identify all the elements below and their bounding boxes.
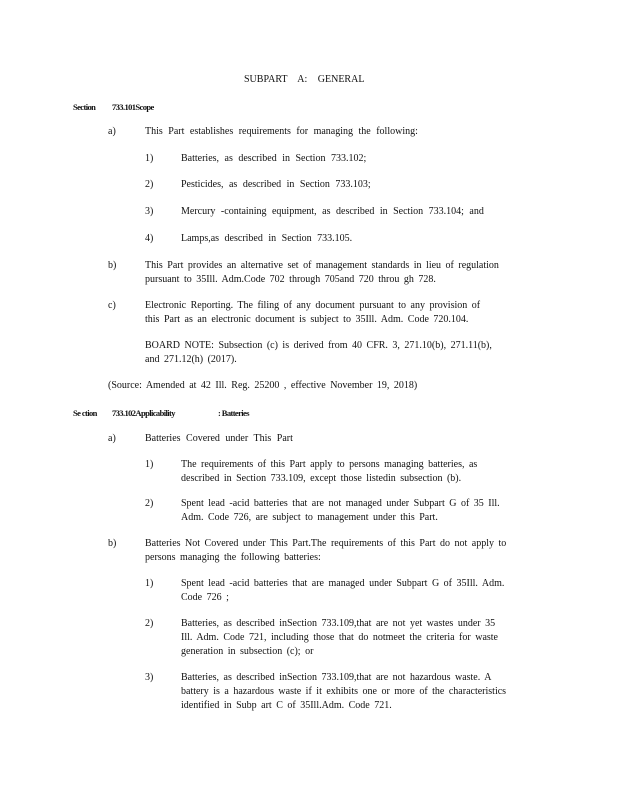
subsection-text: Electronic Reporting. The filing of any document pursuant to any provision of — [145, 300, 481, 311]
item-number: 1) — [145, 578, 154, 589]
section-label: Section — [73, 102, 96, 112]
item-number: 2) — [145, 618, 154, 629]
section-heading: 733.102Applicability — [112, 408, 175, 418]
subsection-text: Batteries Not Covered under This Part.The requirements of this Part do not apply to — [145, 538, 507, 549]
item-text: Batteries, as described in Section 733.102; — [181, 153, 367, 164]
item-text: Mercury -containing equipment, as described in Section 733.104; and — [181, 206, 484, 217]
board-note: and 271.12(h) (2017). — [145, 354, 237, 365]
item-number: 2) — [145, 179, 154, 190]
item-text: Code 726 ; — [181, 592, 229, 603]
item-number: 4) — [145, 233, 154, 244]
subsection-number: b) — [108, 260, 117, 271]
item-text: Pesticides, as described in Section 733.103; — [181, 179, 371, 190]
item-text: Adm. Code 726, are subject to management under this Part. — [181, 512, 438, 523]
subsection-text: persons managing the following batteries: — [145, 552, 321, 563]
subsection-text: Batteries Covered under This Part — [145, 433, 293, 444]
item-text: described in Section 733.109, except those listedin subsection (b). — [181, 473, 462, 484]
subsection-text: pursuant to 35Ill. Adm.Code 702 through 705and 720 throu gh 728. — [145, 274, 436, 285]
subsection-number: a) — [108, 126, 116, 137]
item-text: Ill. Adm. Code 721, including those that do notmeet the criteria for waste — [181, 632, 498, 643]
item-text: Spent lead -acid batteries that are managed under Subpart G of 35Ill. Adm. — [181, 578, 505, 589]
section-label: Se ction — [73, 408, 97, 418]
section-heading: 733.101Scope — [112, 102, 154, 112]
item-number: 1) — [145, 153, 154, 164]
page-title: SUBPART A: GENERAL — [244, 74, 365, 85]
subsection-text: This Part provides an alternative set of management standards in lieu of regulation — [145, 260, 499, 271]
item-text: battery is a hazardous waste if it exhibits one or more of the characteristics — [181, 686, 507, 697]
item-text: generation in subsection (c); or — [181, 646, 314, 657]
item-number: 3) — [145, 672, 154, 683]
item-text: Batteries, as described inSection 733.109,that are not hazardous waste. A — [181, 672, 492, 683]
section-heading: : Batteries — [218, 408, 249, 418]
item-number: 2) — [145, 498, 154, 509]
item-text: identified in Subp art C of 35Ill.Adm. Code 721. — [181, 700, 392, 711]
item-text: Batteries, as described inSection 733.109,that are not yet wastes under 35 — [181, 618, 496, 629]
item-text: The requirements of this Part apply to persons managing batteries, as — [181, 459, 478, 470]
subsection-number: c) — [108, 300, 116, 311]
board-note: BOARD NOTE: Subsection (c) is derived from 40 CFR. 3, 271.10(b), 271.11(b), — [145, 340, 492, 351]
subsection-text: This Part establishes requirements for managing the following: — [145, 126, 418, 137]
subsection-text: this Part as an electronic document is subject to 35Ill. Adm. Code 720.104. — [145, 314, 469, 325]
item-text: Lamps,as described in Section 733.105. — [181, 233, 353, 244]
item-number: 3) — [145, 206, 154, 217]
subsection-number: a) — [108, 433, 116, 444]
item-number: 1) — [145, 459, 154, 470]
item-text: Spent lead -acid batteries that are not managed under Subpart G of 35 Ill. — [181, 498, 500, 509]
source-note: (Source: Amended at 42 Ill. Reg. 25200 , effective November 19, 2018) — [108, 380, 418, 391]
subsection-number: b) — [108, 538, 117, 549]
